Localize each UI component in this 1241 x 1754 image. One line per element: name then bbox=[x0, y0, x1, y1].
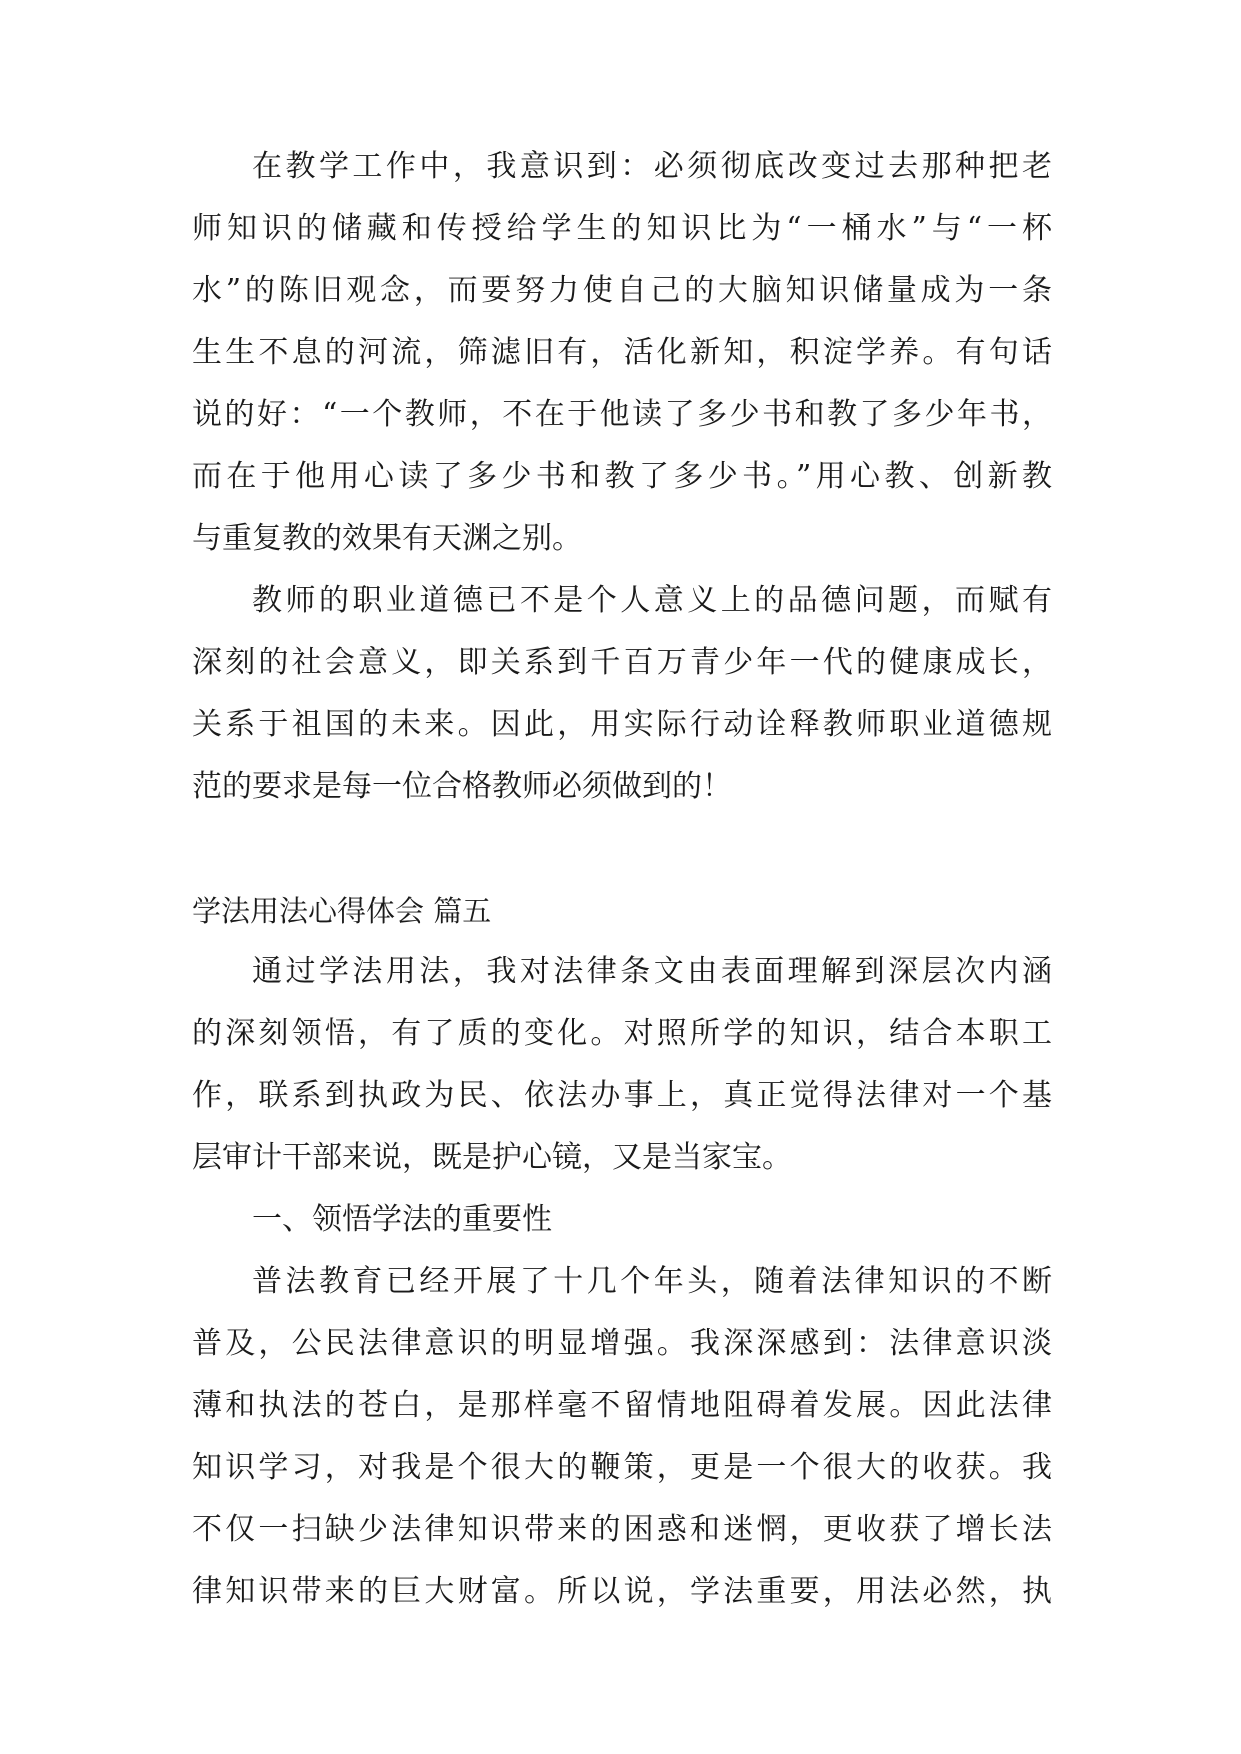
section-paragraph-3-line-2: 普及，公民法律意识的明显增强。我深深感到：法律意识淡 bbox=[192, 1326, 1052, 1361]
section-paragraph-1-line-1: 通过学法用法，我对法律条文由表面理解到深层次内涵 bbox=[252, 954, 1052, 989]
sub-heading: 一、领悟学法的重要性 bbox=[252, 1202, 552, 1237]
paragraph-2-line-3: 关系于祖国的未来。因此，用实际行动诠释教师职业道德规 bbox=[192, 707, 1052, 742]
paragraph-2-line-4: 范的要求是每一位合格教师必须做到的！ bbox=[192, 769, 732, 804]
section-title: 学法用法心得体会 篇五 bbox=[192, 894, 492, 928]
section-paragraph-3-line-6: 律知识带来的巨大财富。所以说，学法重要，用法必然，执 bbox=[192, 1574, 1052, 1609]
paragraph-1-line-5: 说的好：“一个教师，不在于他读了多少书和教了多少年书， bbox=[192, 397, 1052, 432]
section-paragraph-3-line-5: 不仅一扫缺少法律知识带来的困惑和迷惘，更收获了增长法 bbox=[192, 1512, 1052, 1547]
section-paragraph-3-line-1: 普法教育已经开展了十几个年头，随着法律知识的不断 bbox=[252, 1264, 1052, 1299]
paragraph-1-line-4: 生生不息的河流，筛滤旧有，活化新知，积淀学养。有句话 bbox=[192, 335, 1052, 370]
paragraph-1-line-3: 水”的陈旧观念，而要努力使自己的大脑知识储量成为一条 bbox=[192, 273, 1052, 308]
section-paragraph-1-line-4: 层审计干部来说，既是护心镜，又是当家宝。 bbox=[192, 1140, 792, 1175]
paragraph-1-line-7: 与重复教的效果有天渊之别。 bbox=[192, 521, 582, 556]
section-paragraph-3-line-3: 薄和执法的苍白，是那样毫不留情地阻碍着发展。因此法律 bbox=[192, 1388, 1052, 1423]
paragraph-1-line-6: 而在于他用心读了多少书和教了多少书。”用心教、创新教 bbox=[192, 459, 1052, 494]
section-paragraph-1-line-2: 的深刻领悟，有了质的变化。对照所学的知识，结合本职工 bbox=[192, 1016, 1052, 1051]
section-paragraph-1-line-3: 作，联系到执政为民、依法办事上，真正觉得法律对一个基 bbox=[192, 1078, 1052, 1113]
paragraph-2-line-2: 深刻的社会意义，即关系到千百万青少年一代的健康成长， bbox=[192, 645, 1052, 680]
section-paragraph-3-line-4: 知识学习，对我是个很大的鞭策，更是一个很大的收获。我 bbox=[192, 1450, 1052, 1485]
paragraph-2-line-1: 教师的职业道德已不是个人意义上的品德问题，而赋有 bbox=[252, 583, 1052, 618]
paragraph-1-line-2: 师知识的储藏和传授给学生的知识比为“一桶水”与“一杯 bbox=[192, 211, 1052, 246]
paragraph-1-line-1: 在教学工作中，我意识到：必须彻底改变过去那种把老 bbox=[252, 149, 1052, 184]
